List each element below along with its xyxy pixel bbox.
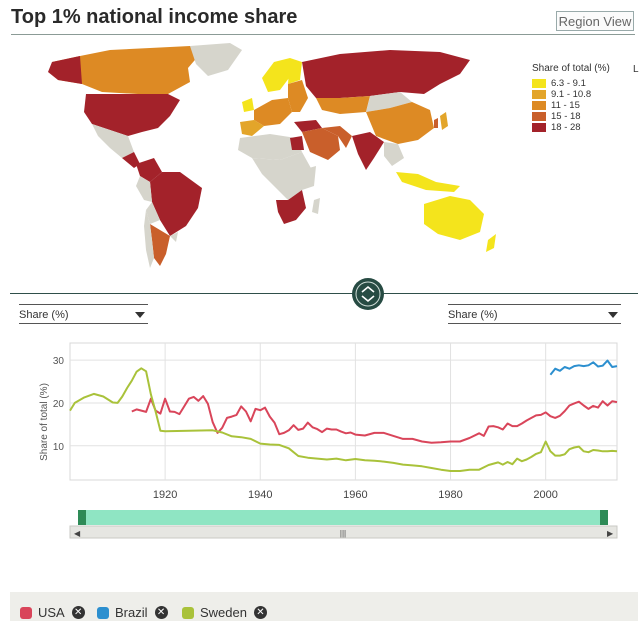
map-east-africa[interactable] (302, 166, 316, 190)
legend-swatch (532, 90, 546, 99)
series-tag-sweden[interactable] (182, 605, 267, 620)
legend-label: 15 - 18 (551, 111, 581, 122)
dropdown-value: Share (%) (448, 309, 498, 321)
title-divider (11, 34, 635, 35)
remove-series-icon[interactable]: ✕ (155, 606, 168, 619)
range-handle-right[interactable] (600, 510, 608, 525)
map-alaska[interactable] (48, 56, 82, 84)
series-line-sweden[interactable] (70, 368, 617, 471)
legend-item (532, 122, 610, 133)
x-tick-label: 1960 (343, 489, 368, 501)
map-brazil[interactable] (150, 172, 202, 236)
map-greenland[interactable] (190, 43, 242, 76)
map-east-europe[interactable] (288, 80, 308, 112)
map-west-europe[interactable] (254, 98, 292, 126)
legend-item (532, 100, 610, 111)
map-uk[interactable] (242, 98, 254, 112)
map-scandinavia[interactable] (262, 58, 292, 92)
legend-title: Share of total (%) (532, 63, 610, 74)
map-egypt[interactable] (290, 136, 304, 150)
chevron-up-down-icon (352, 278, 384, 310)
scroll-right-arrow[interactable]: ▶ (607, 529, 614, 538)
series-swatch (97, 607, 109, 619)
legend-swatch (532, 101, 546, 110)
series-swatch (20, 607, 32, 619)
page-title: Top 1% national income share (11, 6, 298, 28)
map-japan[interactable] (440, 112, 448, 130)
y-tick-label: 10 (52, 441, 64, 453)
remove-series-icon[interactable]: ✕ (72, 606, 85, 619)
x-tick-label: 1980 (438, 489, 463, 501)
map-madagascar[interactable] (312, 198, 320, 214)
world-map[interactable] (40, 40, 530, 276)
series-label: USA (38, 605, 65, 620)
legend-item (532, 78, 610, 89)
y-tick-label: 20 (52, 398, 64, 410)
legend-swatch (532, 123, 546, 132)
map-korea[interactable] (434, 118, 438, 128)
scroll-left-arrow[interactable]: ◀ (74, 529, 81, 538)
dropdown-value: Share (%) (19, 309, 69, 321)
chevron-down-icon (608, 312, 618, 318)
region-view-button[interactable]: Region View (556, 11, 634, 31)
legend-swatch (532, 112, 546, 121)
x-tick-label: 1940 (248, 489, 273, 501)
x-tick-label: 2000 (533, 489, 558, 501)
series-tag-brazil[interactable] (97, 605, 168, 620)
map-legend (532, 63, 610, 133)
panel-divider (10, 293, 638, 294)
series-label: Sweden (200, 605, 247, 620)
legend-label: 9.1 - 10.8 (551, 89, 592, 100)
right-metric-dropdown[interactable] (448, 304, 621, 324)
legend-label: 11 - 15 (551, 100, 580, 111)
map-india[interactable] (352, 132, 384, 170)
map-indonesia[interactable] (396, 172, 460, 192)
scrubber-grip[interactable]: ||| (339, 529, 347, 538)
series-label: Brazil (115, 605, 148, 620)
map-kazakhstan[interactable] (316, 96, 370, 114)
map-new-zealand[interactable] (486, 234, 496, 252)
map-se-asia[interactable] (384, 142, 404, 166)
series-swatch (182, 607, 194, 619)
clipped-label: L (633, 64, 639, 75)
line-chart[interactable] (30, 338, 630, 548)
map-finland[interactable] (288, 58, 302, 84)
range-selection[interactable] (81, 510, 605, 525)
series-tag-usa[interactable] (20, 605, 85, 620)
y-axis-label: Share of total (%) (39, 383, 50, 461)
legend-label: 6.3 - 9.1 (551, 78, 586, 89)
legend-swatch (532, 79, 546, 88)
range-handle-left[interactable] (78, 510, 86, 525)
map-australia[interactable] (424, 196, 484, 240)
left-metric-dropdown[interactable] (19, 304, 148, 324)
series-line-brazil[interactable] (550, 361, 617, 375)
remove-series-icon[interactable]: ✕ (254, 606, 267, 619)
chevron-down-icon (135, 312, 145, 318)
x-tick-label: 1920 (152, 489, 178, 501)
map-russia[interactable] (302, 50, 470, 98)
y-tick-label: 30 (52, 356, 64, 368)
legend-label: 18 - 28 (551, 122, 581, 133)
expand-collapse-toggle[interactable] (352, 278, 384, 310)
legend-item (532, 111, 610, 122)
legend-item (532, 89, 610, 100)
